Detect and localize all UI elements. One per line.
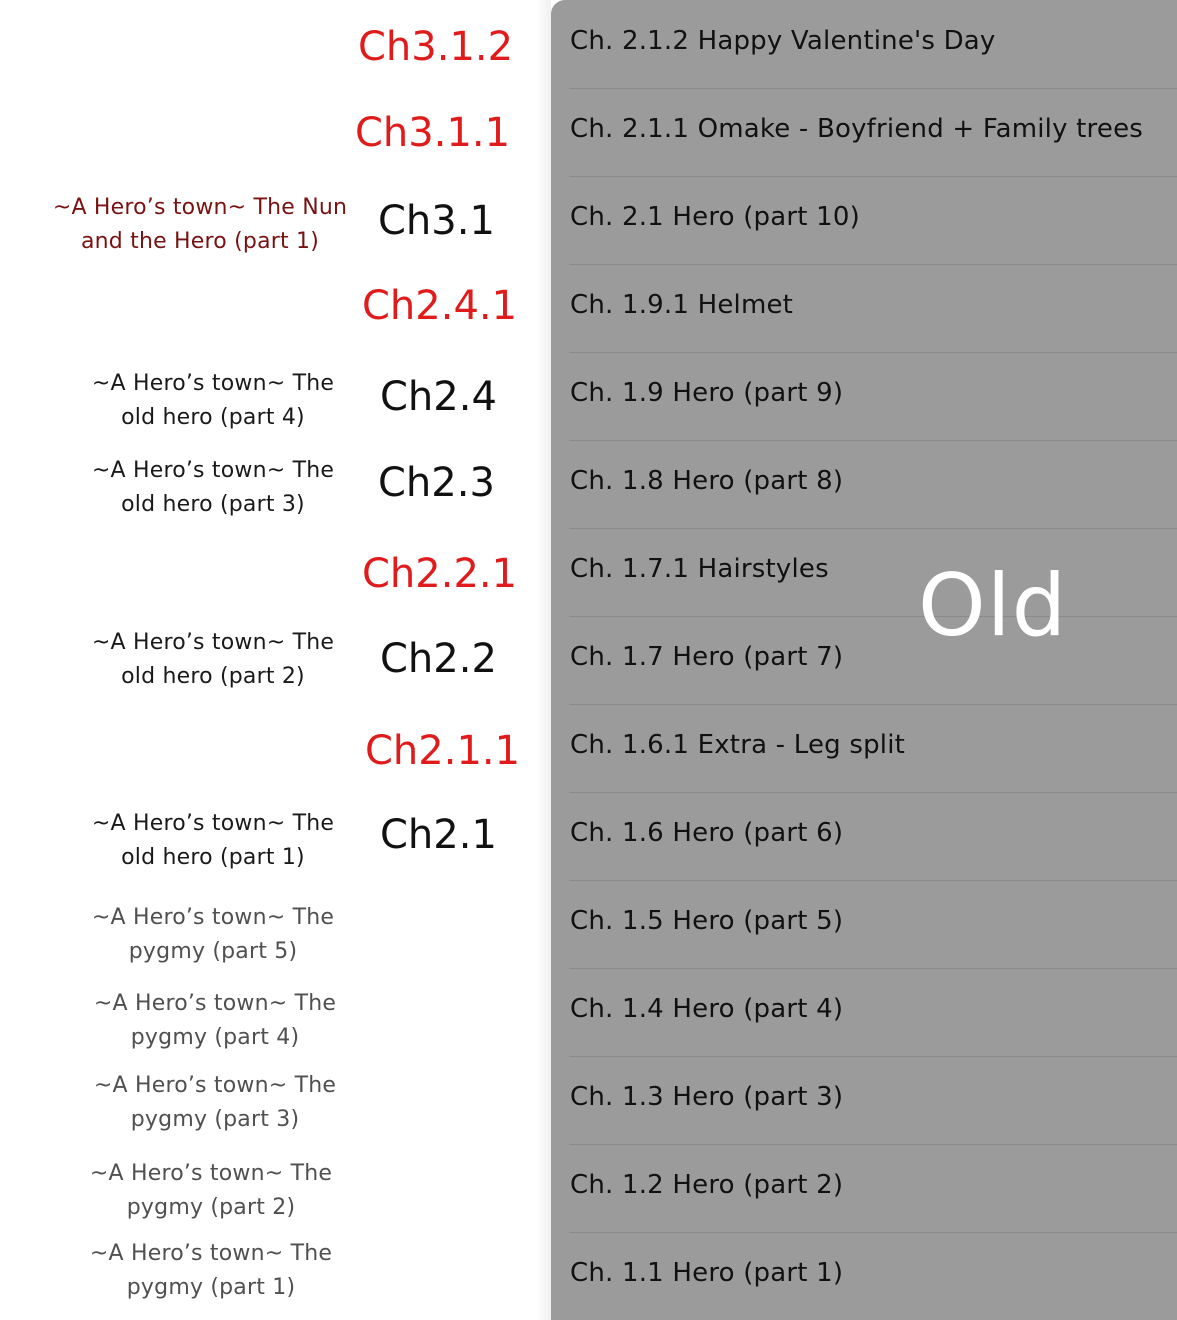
list-item-label: Ch. 1.4 Hero (part 4) [570, 994, 844, 1024]
chapter-title [65, 1069, 365, 1137]
list-item[interactable] [569, 1144, 1177, 1233]
chapter-title-line: old hero (part 2) [121, 664, 305, 689]
list-item-label: Ch. 1.1 Hero (part 1) [570, 1258, 844, 1288]
panel-shadow [536, 0, 551, 1320]
chapter-title [63, 901, 363, 969]
list-item-label: Ch. 2.1 Hero (part 10) [570, 202, 860, 232]
chapter-title-line: old hero (part 4) [121, 405, 305, 430]
list-item-label: Ch. 1.6.1 Extra - Leg split [570, 730, 906, 760]
chapter-title-line: ~A Hero’s town~ The [89, 1161, 333, 1186]
list-item-label: Ch. 1.7.1 Hairstyles [570, 554, 829, 584]
chapter-number: Ch2.2 [380, 636, 497, 682]
list-item-label: Ch. 2.1.2 Happy Valentine's Day [570, 26, 996, 56]
list-item-label: Ch. 1.5 Hero (part 5) [570, 906, 844, 936]
list-item[interactable] [569, 528, 1177, 617]
chapter-title-line: ~A Hero’s town~ The [91, 371, 335, 396]
list-item-label: Ch. 1.8 Hero (part 8) [570, 466, 844, 496]
list-item[interactable] [569, 880, 1177, 969]
list-item[interactable] [569, 88, 1177, 177]
chapter-number: Ch2.1 [380, 812, 497, 858]
chapter-number: Ch2.4.1 [362, 283, 518, 329]
old-watermark: Old [918, 556, 1068, 656]
chapter-title-line: ~A Hero’s town~ The [91, 811, 335, 836]
chapter-title-line: pygmy (part 5) [128, 939, 298, 964]
chapter-number: Ch2.2.1 [362, 551, 518, 597]
list-item[interactable] [569, 1056, 1177, 1145]
chapter-title-line: pygmy (part 4) [130, 1025, 300, 1050]
list-item-label: Ch. 1.9 Hero (part 9) [570, 378, 844, 408]
chapter-title-line: old hero (part 1) [121, 845, 305, 870]
chapter-number: Ch2.3 [378, 460, 495, 506]
list-item[interactable] [569, 0, 1177, 89]
chapter-number: Ch2.1.1 [365, 728, 521, 774]
chapter-title [61, 1157, 361, 1225]
chapter-title [63, 626, 363, 694]
list-item[interactable] [569, 440, 1177, 529]
old-chapter-list [551, 0, 1177, 1320]
chapter-title-line: ~A Hero’s town~ The [91, 905, 335, 930]
chapter-title-line: ~A Hero’s town~ The [89, 1241, 333, 1266]
list-item-label: Ch. 1.2 Hero (part 2) [570, 1170, 844, 1200]
chapter-title-line: and the Hero (part 1) [80, 229, 320, 254]
chapter-number: Ch3.1.1 [355, 110, 511, 156]
chapter-number: Ch3.1.2 [358, 24, 514, 70]
chapter-number: Ch2.4 [380, 374, 497, 420]
chapter-title-line: pygmy (part 3) [130, 1107, 300, 1132]
list-item-label: Ch. 2.1.1 Omake - Boyfriend + Family trees [570, 114, 1144, 144]
list-item[interactable] [569, 616, 1177, 705]
list-item[interactable] [569, 176, 1177, 265]
chapter-title-line: pygmy (part 1) [126, 1275, 296, 1300]
chapter-title-line: ~A Hero’s town~ The [93, 1073, 337, 1098]
list-item-label: Ch. 1.3 Hero (part 3) [570, 1082, 844, 1112]
list-item-label: Ch. 1.7 Hero (part 7) [570, 642, 844, 672]
list-item[interactable] [569, 352, 1177, 441]
chapter-title-line: ~A Hero’s town~ The [91, 630, 335, 655]
list-item-label: Ch. 1.9.1 Helmet [570, 290, 794, 320]
chapter-title [65, 987, 365, 1055]
chapter-title-line: pygmy (part 2) [126, 1195, 296, 1220]
chapter-number: Ch3.1 [378, 198, 495, 244]
list-item[interactable] [569, 1232, 1177, 1320]
new-chapters-column [0, 0, 540, 1320]
chapter-title [63, 454, 363, 522]
chapter-title-line: ~A Hero’s town~ The Nun [52, 195, 348, 220]
chapter-title-line: ~A Hero’s town~ The [93, 991, 337, 1016]
chapter-title [63, 367, 363, 435]
list-item-label: Ch. 1.6 Hero (part 6) [570, 818, 844, 848]
list-item[interactable] [569, 792, 1177, 881]
list-item[interactable] [569, 968, 1177, 1057]
chapter-title-line: old hero (part 3) [121, 492, 305, 517]
chapter-title [63, 807, 363, 875]
list-item[interactable] [569, 704, 1177, 793]
list-item[interactable] [569, 264, 1177, 353]
chapter-title [45, 191, 355, 259]
chapter-title [61, 1237, 361, 1305]
chapter-title-line: ~A Hero’s town~ The [91, 458, 335, 483]
